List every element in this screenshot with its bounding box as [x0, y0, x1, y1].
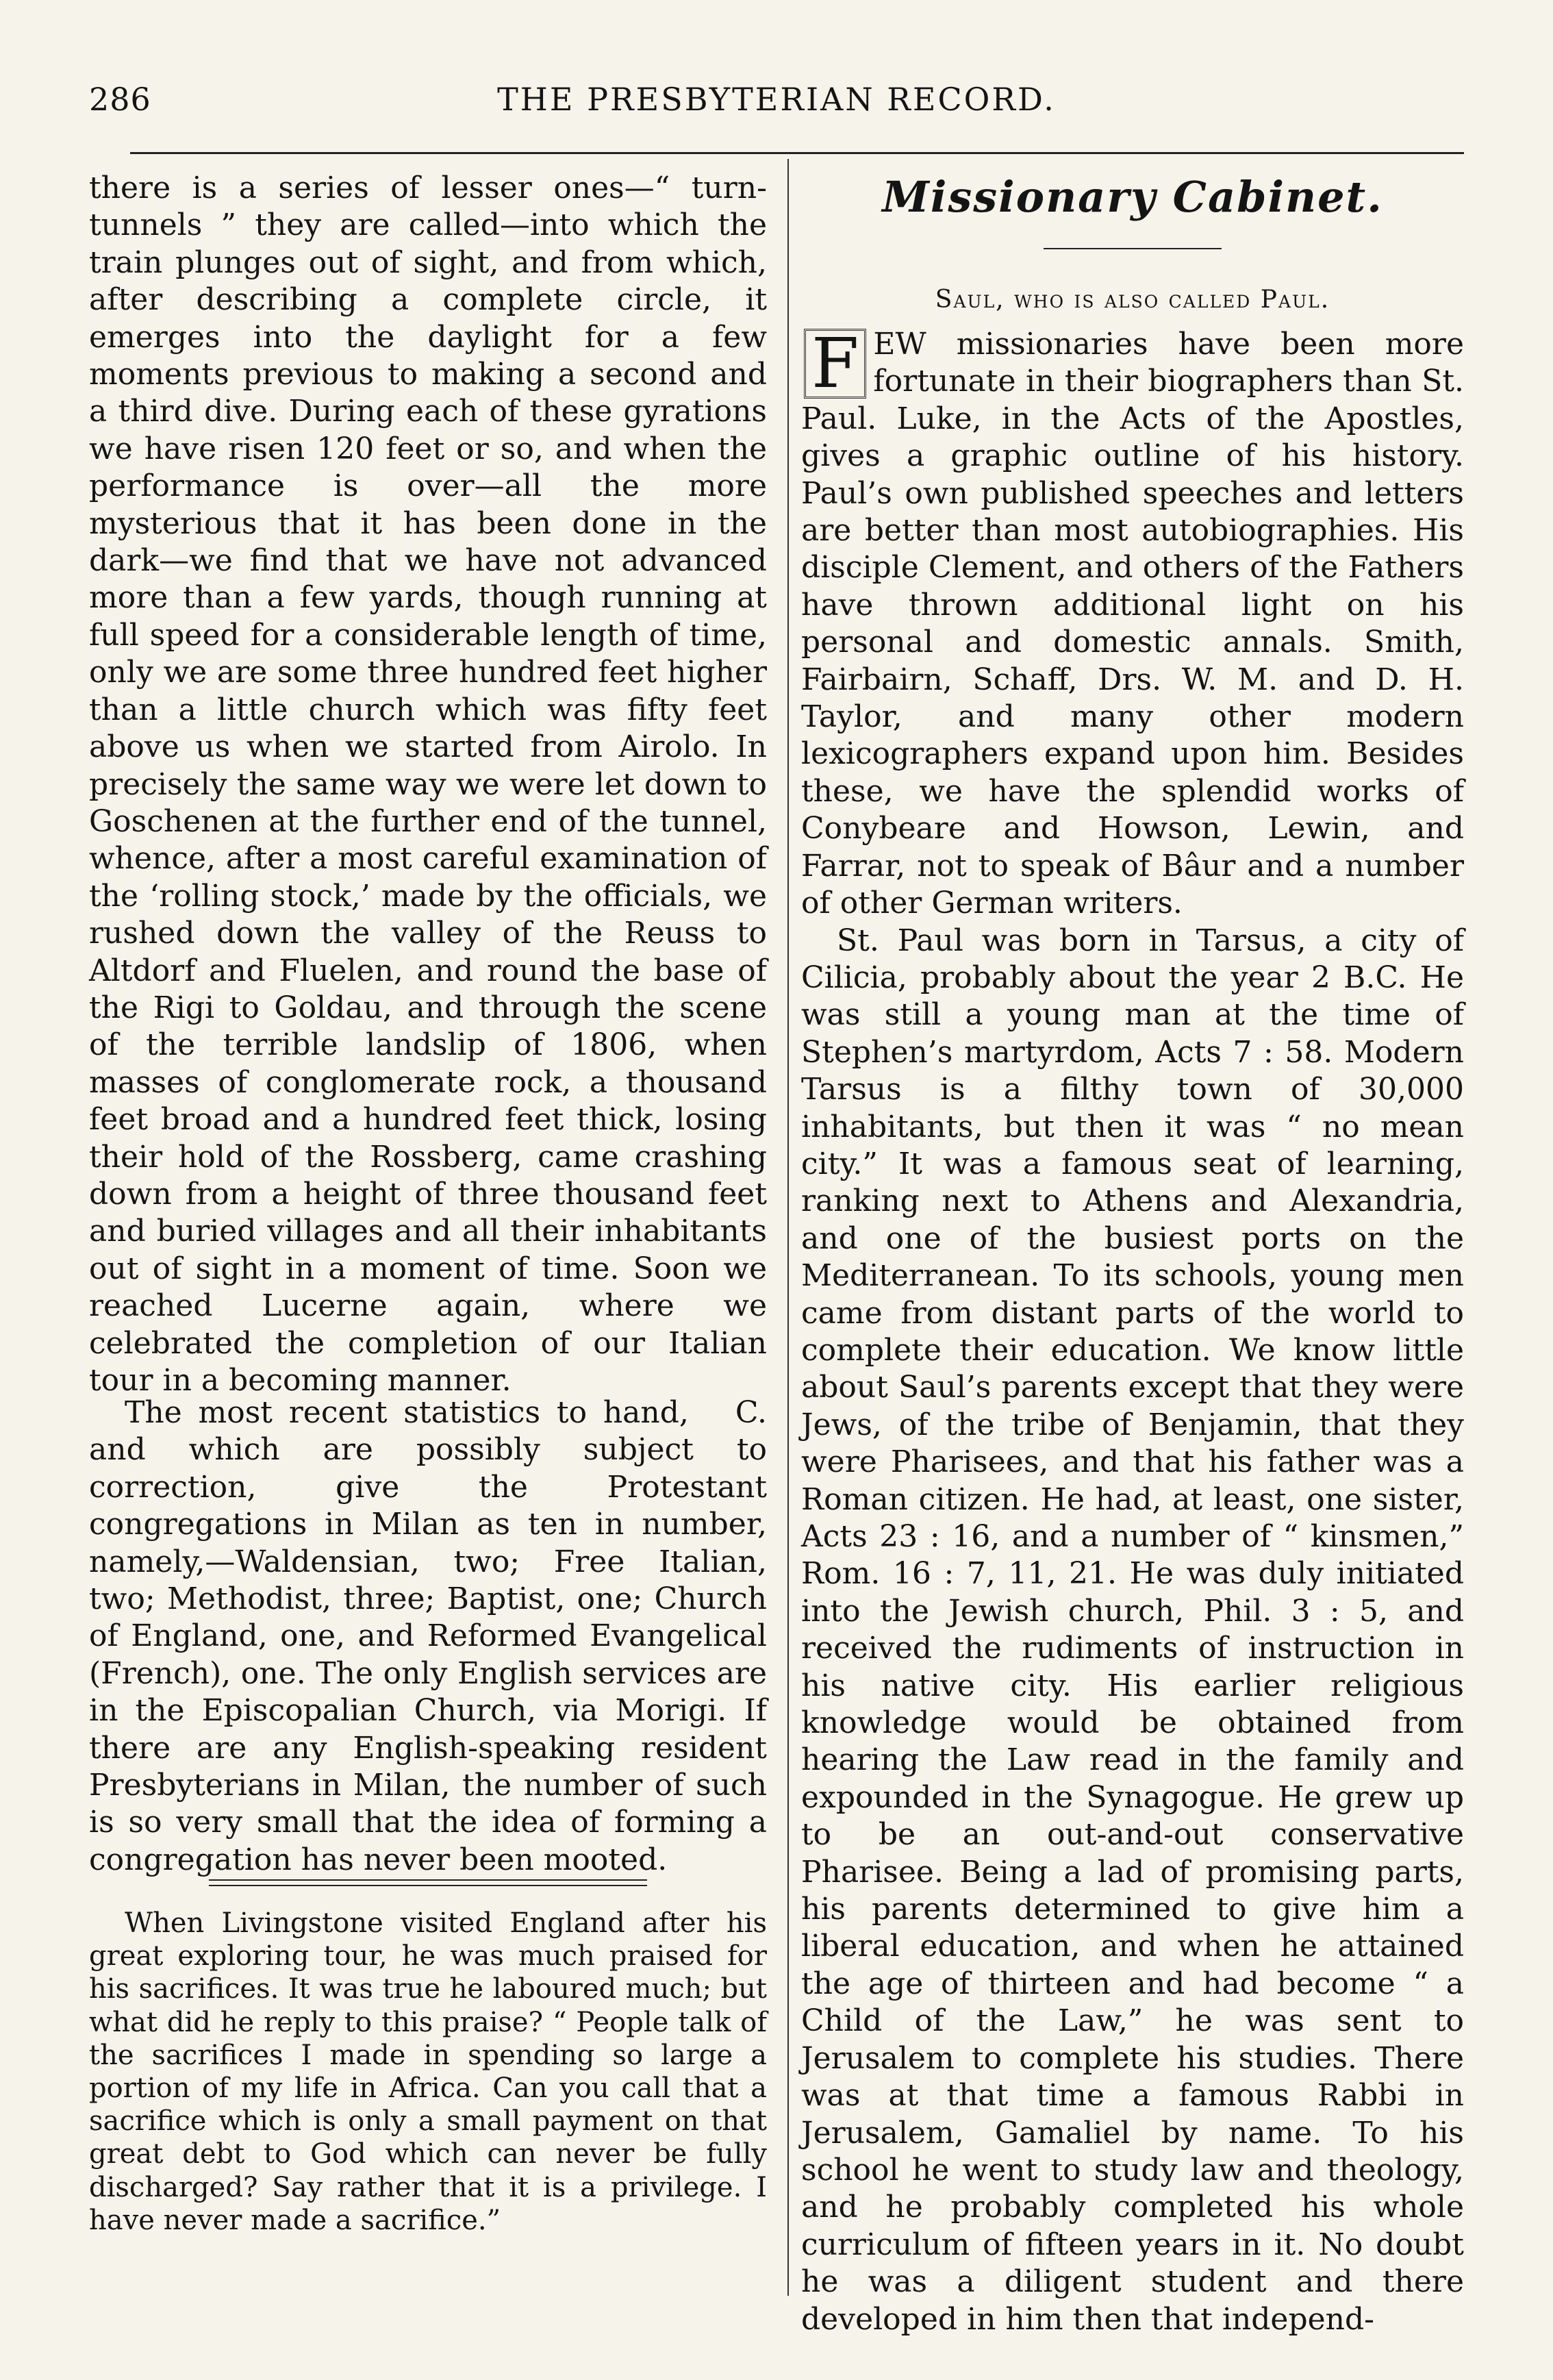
intro-text: EW missionaries have been more fortunate in their biographers than St. Paul. Luke, in the Acts of the Apostles, gives a graphic outline of his history. Paul’s own published speeches and letters are better than most autobiographies. His disciple Clement, and others of the Fathers have thrown additional light on his personal and domestic annals. Smith, Fairbairn, Schaff, Drs. W. M. and D. H. Taylor, and many other modern lexicographers expand upon him. Besides these, we have the splendid works of Conybeare and Howson, Lewin, and Farrar, not to speak of Bâur and a number of other German writers. — [801, 327, 1464, 921]
left-paragraph-milan-statistics — [89, 1394, 767, 1877]
page-header — [89, 81, 1464, 136]
drop-cap: F — [804, 329, 866, 399]
milan-statistics-text: The most recent statistics to hand, and which are possibly subject to correction, give the Protestant congregations in Milan as ten in number, namely,—Waldensian, two; Free Italian, two; Methodist, three; Baptist, one; Church of England, one, and Reformed Evangelical (French), one. The only English services are in the Episcopalian Church, via Morigi. If there are any English-speaking resident Presbyterians in Milan, the number of such is so very small that the idea of forming a congregation has never been mooted. — [89, 1395, 767, 1877]
column-rule — [787, 159, 789, 2296]
right-column — [801, 170, 1464, 2338]
heading-rule — [1044, 248, 1222, 249]
left-column — [89, 170, 767, 2237]
running-title: THE PRESBYTERIAN RECORD. — [497, 81, 1056, 118]
right-paragraph-biography: St. Paul was born in Tarsus, a city of Cilicia, probably about the year 2 B.C. He was still a young man at the time of Stephen’s martyrdom, Acts 7 : 58. Modern Tarsus is a filthy town of 30,000 inhabitants, but then it was “ no mean city.” It was a famous seat of learning, ranking next to Athens and Alexandria, and one of the busiest ports on the Mediterranean. To its schools, young men came from distant parts of the world to complete their education. We know little about Saul’s parents except that they were Jews, of the tribe of Benjamin, that they were Pharisees, and that his father was a Roman citizen. He had, at least, one sister, Acts 23 : 16, and a number of “ kinsmen,” Rom. 16 : 7, 11, 21. He was duly initiated into the Jewish church, Phil. 3 : 5, and received the rudiments of instruction in his native city. His earlier religious knowledge would be obtained from hearing the Law read in the family and expounded in the Synagogue. He grew up to be an out-and-out conservative Pharisee. Being a lad of promising parts, his parents determined to give him a liberal education, and when he attained the age of thirteen and had become “ a Child of the Law,” he was sent to Jerusalem to complete his studies. There was at that time a famous Rabbi in Jerusalem, Gamaliel by name. To his school he went to study law and theology, and he probably completed his whole curriculum of fifteen years in it. No doubt he was a diligent student and there developed in him then that independ- — [801, 923, 1464, 2337]
header-rule — [130, 152, 1464, 154]
signature: C. — [735, 1395, 767, 1430]
article-title: Saul, who is also called Paul. — [935, 286, 1330, 314]
left-paragraph-livingstone: When Livingstone visited England after his great exploring tour, he was much praised for his sacrifices. It was true he laboured much; but what did he reply to this praise? “ People talk of the sacrifices I made in spending so large a portion of my life in Africa. Can you call that a sacrifice which is only a small payment on that great debt to God which can never be fully discharged? Say rather that it is a privilege. I have never made a sacrifice.” — [89, 1907, 767, 2236]
drop-cap-frame — [804, 323, 866, 403]
page-number: 286 — [89, 81, 151, 118]
section-heading: Missionary Cabinet. — [882, 172, 1383, 222]
left-paragraph-travel: there is a series of lesser ones—“ turn-tunnels ” they are called—into which the train plunges out of sight, and from which, after describing a complete circle, it emerges into the daylight for a few moments previous to making a second and a third dive. During each of these gyrations we have risen 120 feet or so, and when the performance is over—all the more mysterious that it has been done in the dark—we find that we have not advanced more than a few yards, though running at full speed for a considerable length of time, only we are some three hundred feet higher than a little church which was fifty feet above us when we started from Airolo. In precisely the same way we were let down to Goschenen at the further end of the tunnel, whence, after a most careful examination of the ‘rolling stock,’ made by the officials, we rushed down the valley of the Reuss to Altdorf and Fluelen, and round the base of the Rigi to Goldau, and through the scene of the terrible landslip of 1806, when masses of conglomerate rock, a thousand feet broad and a hundred feet thick, losing their hold of the Rossberg, came crashing down from a height of three thousand feet and buried villages and all their inhabitants out of sight in a moment of time. Soon we reached Lucerne again, where we celebrated the completion of our Italian tour in a becoming manner. — [89, 171, 767, 1398]
section-separator — [209, 1879, 647, 1886]
right-paragraph-intro — [801, 323, 1464, 923]
